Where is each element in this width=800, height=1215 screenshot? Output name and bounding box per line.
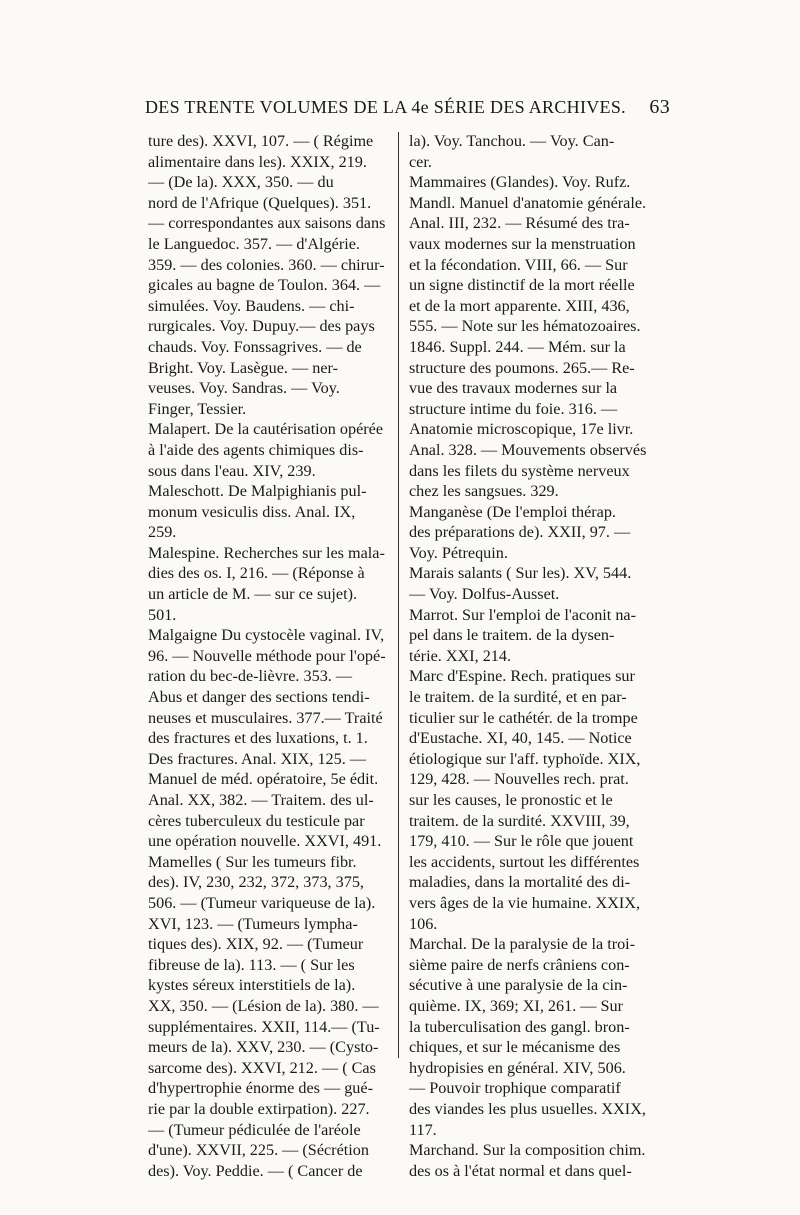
text-line: supplémentaires. XXII, 114.— (Tu- bbox=[148, 1017, 380, 1036]
text-line: — (Tumeur pédiculée de l'aréole bbox=[148, 1120, 361, 1139]
text-line: cères tuberculeux du testicule par bbox=[148, 811, 365, 830]
text-line: — Pouvoir trophique comparatif bbox=[409, 1079, 621, 1098]
text-line: Marchal. De la paralysie de la troi- bbox=[409, 935, 636, 954]
text-line: 106. bbox=[409, 914, 438, 933]
text-line: ture des). XXVI, 107. — ( Régime bbox=[148, 132, 374, 150]
text-line: le traitem. de la surdité, et en par- bbox=[409, 688, 627, 707]
text-line: une opération nouvelle. XXVI, 491. bbox=[148, 832, 382, 851]
text-line: Des fractures. Anal. XIX, 125. — bbox=[148, 749, 367, 768]
text-line: d'une). XXVII, 225. — (Sécrétion bbox=[148, 1141, 369, 1160]
text-line: cer. bbox=[409, 152, 432, 171]
text-line: meurs de la). XXV, 230. — (Cysto- bbox=[148, 1038, 379, 1057]
text-line: Manuel de méd. opératoire, 5e édit. bbox=[148, 770, 379, 789]
text-line: 555. — Note sur les hématozoaires. bbox=[409, 317, 641, 336]
text-line: alimentaire dans les). XXIX, 219. bbox=[148, 152, 367, 171]
text-line: Maleschott. De Malpighianis pul- bbox=[148, 482, 367, 501]
text-line: la tuberculisation des gangl. bron- bbox=[409, 1017, 630, 1036]
text-line: un article de M. — sur ce sujet). bbox=[148, 585, 358, 604]
text-line: 117. bbox=[409, 1120, 437, 1139]
text-line: chiques, et sur le mécanisme des bbox=[409, 1038, 621, 1057]
text-line: rurgicales. Voy. Dupuy.— des pays bbox=[148, 317, 375, 336]
right-column bbox=[409, 131, 671, 1181]
text-line: Anal. III, 232. — Résumé des tra- bbox=[409, 214, 630, 233]
text-line: Manganèse (De l'emploi thérap. bbox=[409, 502, 616, 521]
text-line: d'Eustache. XI, 40, 145. — Notice bbox=[409, 729, 632, 748]
text-line: vue des travaux modernes sur la bbox=[409, 379, 618, 398]
text-line: Marrot. Sur l'emploi de l'aconit na- bbox=[409, 605, 637, 624]
text-line: Malespine. Recherches sur les mala- bbox=[148, 543, 385, 562]
text-line: 506. — (Tumeur variqueuse de la). bbox=[148, 893, 376, 912]
text-line: maladies, dans la mortalité des di- bbox=[409, 873, 631, 892]
text-line: traitem. de la surdité. XXVIII, 39, bbox=[409, 811, 630, 830]
text-line: quième. IX, 369; XI, 261. — Sur bbox=[409, 996, 624, 1015]
text-line: sous dans l'eau. XIV, 239. bbox=[148, 461, 316, 480]
text-line: des). IV, 230, 232, 372, 373, 375, bbox=[148, 873, 364, 892]
text-line: fibreuse de la). 113. — ( Sur les bbox=[148, 955, 355, 974]
page-number: 63 bbox=[649, 96, 670, 118]
text-line: Finger, Tessier. bbox=[148, 399, 247, 418]
text-line: Mammaires (Glandes). Voy. Rufz. bbox=[409, 173, 631, 192]
text-line: hydropisies en général. XIV, 506. bbox=[409, 1058, 626, 1077]
text-line: un signe distinctif de la mort réelle bbox=[409, 276, 635, 295]
text-line: vers âges de la vie humaine. XXIX, bbox=[409, 893, 641, 912]
text-line: Anal. XX, 382. — Traitem. des ul- bbox=[148, 791, 374, 809]
text-line: Anal. 328. — Mouvements observés bbox=[409, 440, 647, 459]
text-line: Anatomie microscopique, 17e livr. bbox=[409, 420, 634, 439]
text-line: Mandl. Manuel d'anatomie générale. bbox=[409, 193, 647, 212]
text-line: 96. — Nouvelle méthode pour l'opé- bbox=[148, 646, 386, 665]
text-line: — Voy. Dolfus-Ausset. bbox=[409, 585, 560, 604]
text-line: térie. XXI, 214. bbox=[409, 646, 512, 665]
text-line: 501. bbox=[148, 605, 177, 624]
text-line: et la fécondation. VIII, 66. — Sur bbox=[409, 255, 628, 274]
text-line: à l'aide des agents chimiques dis- bbox=[148, 440, 364, 459]
text-line: 129, 428. — Nouvelles rech. prat. bbox=[409, 770, 629, 789]
text-line: des fractures et des luxations, t. 1. bbox=[148, 729, 368, 748]
text-line: la). Voy. Tanchou. — Voy. Can- bbox=[409, 132, 615, 150]
text-line: veuses. Voy. Sandras. — Voy. bbox=[148, 379, 340, 398]
running-header bbox=[145, 96, 670, 122]
text-line: Marchand. Sur la composition chim. bbox=[409, 1141, 646, 1160]
text-line: Malgaigne Du cystocèle vaginal. IV, bbox=[148, 626, 385, 645]
text-line: ration du bec-de-lièvre. 353. — bbox=[148, 667, 353, 686]
text-line: nord de l'Afrique (Quelques). 351. bbox=[148, 193, 372, 212]
running-title: DES TRENTE VOLUMES DE LA 4e SÉRIE DES ARCHIVES. bbox=[145, 97, 626, 117]
text-line: Voy. Pétrequin. bbox=[409, 543, 508, 562]
text-line: vaux modernes sur la menstruation bbox=[409, 234, 636, 253]
text-line: des). Voy. Peddie. — ( Cancer de bbox=[148, 1161, 363, 1180]
text-line: ticulier sur le cathétér. de la trompe bbox=[409, 708, 638, 727]
text-line: sième paire de nerfs crâniens con- bbox=[409, 955, 630, 974]
text-line: chez les sangsues. 329. bbox=[409, 482, 559, 501]
text-line: dans les filets du système nerveux bbox=[409, 461, 630, 480]
text-line: gicales au bagne de Toulon. 364. — bbox=[148, 276, 381, 295]
text-line: neuses et musculaires. 377.— Traité bbox=[148, 708, 383, 727]
text-line: des préparations de). XXII, 97. — bbox=[409, 523, 631, 542]
left-column bbox=[148, 131, 390, 1181]
text-line: 259. bbox=[148, 523, 177, 542]
text-line: structure intime du foie. 316. — bbox=[409, 399, 618, 418]
column-divider bbox=[398, 132, 399, 1058]
text-line: dies des os. I, 216. — (Réponse à bbox=[148, 564, 365, 583]
text-line: sécutive à une paralysie de la cin- bbox=[409, 976, 628, 995]
text-line: kystes séreux interstitiels de la). bbox=[148, 976, 356, 995]
text-line: des viandes les plus usuelles. XXIX, bbox=[409, 1099, 646, 1118]
text-line: d'hypertrophie énorme des — gué- bbox=[148, 1079, 373, 1098]
text-line: étiologique sur l'aff. typhoïde. XIX, bbox=[409, 749, 641, 768]
text-line: sarcome des). XXVI, 212. — ( Cas bbox=[148, 1058, 376, 1077]
text-line: le Languedoc. 357. — d'Algérie. bbox=[148, 234, 360, 253]
text-line: les accidents, surtout les différentes bbox=[409, 852, 640, 871]
text-line: Bright. Voy. Lasègue. — ner- bbox=[148, 358, 338, 377]
text-line: tiques des). XIX, 92. — (Tumeur bbox=[148, 935, 364, 954]
text-line: Marc d'Espine. Rech. pratiques sur bbox=[409, 667, 635, 686]
text-line: 1846. Suppl. 244. — Mém. sur la bbox=[409, 337, 626, 356]
text-line: Marais salants ( Sur les). XV, 544. bbox=[409, 564, 632, 583]
text-line: sur les causes, le pronostic et le bbox=[409, 791, 613, 809]
text-line: et de la mort apparente. XIII, 436, bbox=[409, 296, 630, 315]
text-line: monum vesiculis diss. Anal. IX, bbox=[148, 502, 356, 521]
text-line: Abus et danger des sections tendi- bbox=[148, 688, 370, 707]
text-line: — (De la). XXX, 350. — du bbox=[148, 173, 334, 192]
text-line: des os à l'état normal et dans quel- bbox=[409, 1161, 632, 1180]
text-line: simulées. Voy. Baudens. — chi- bbox=[148, 296, 355, 315]
text-line: XX, 350. — (Lésion de la). 380. — bbox=[148, 996, 379, 1015]
text-line: structure des poumons. 265.— Re- bbox=[409, 358, 635, 377]
text-line: chauds. Voy. Fonssagrives. — de bbox=[148, 337, 362, 356]
text-line: — correspondantes aux saisons dans bbox=[148, 214, 386, 233]
text-line: Malapert. De la cautérisation opérée bbox=[148, 420, 384, 439]
text-line: pel dans le traitem. de la dysen- bbox=[409, 626, 615, 645]
text-line: rie par la double extirpation). 227. bbox=[148, 1099, 370, 1118]
text-line: 359. — des colonies. 360. — chirur- bbox=[148, 255, 385, 274]
text-line: XVI, 123. — (Tumeurs lympha- bbox=[148, 914, 358, 933]
text-line: Mamelles ( Sur les tumeurs fibr. bbox=[148, 852, 357, 871]
text-line: 179, 410. — Sur le rôle que jouent bbox=[409, 832, 634, 851]
